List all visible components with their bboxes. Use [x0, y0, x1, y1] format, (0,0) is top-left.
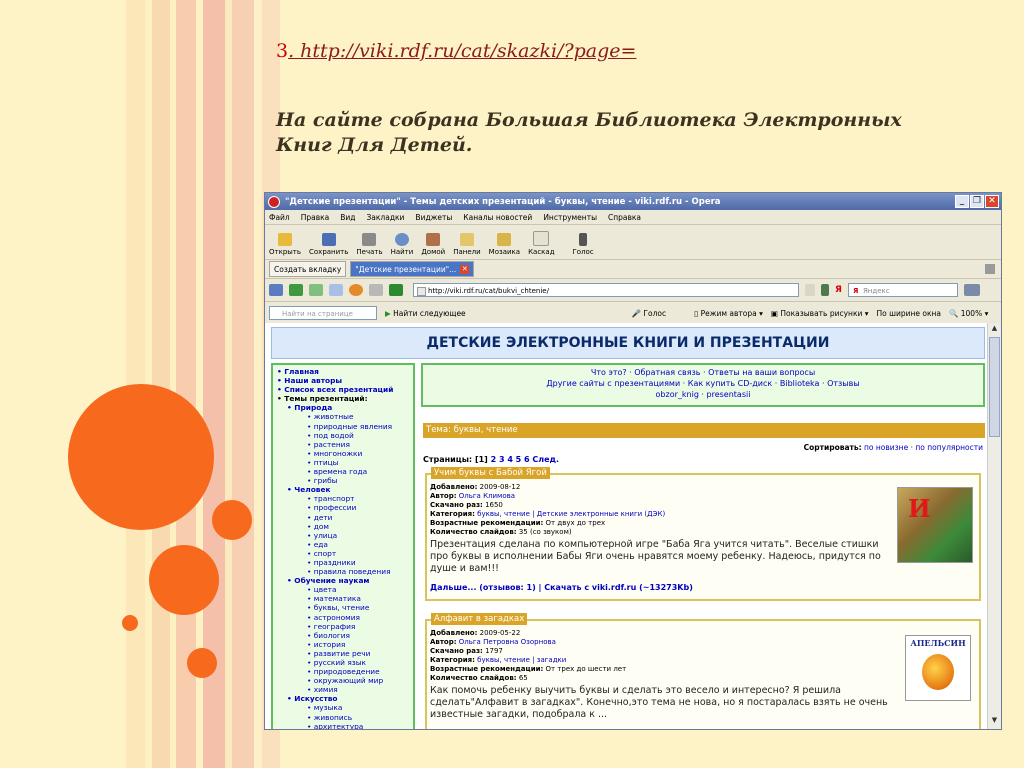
find-bar: [265, 302, 1001, 325]
voice-toggle[interactable]: 🎤 Голос: [631, 308, 667, 318]
address-input[interactable]: http://viki.rdf.ru/cat/bukvi_chtenie/: [413, 283, 799, 297]
opera-logo-icon: [268, 196, 280, 208]
new-tab-button[interactable]: Создать вкладку: [269, 261, 346, 277]
scrollbar-thumb[interactable]: [989, 337, 1000, 437]
save-button[interactable]: Сохранить: [309, 233, 348, 256]
nav-item[interactable]: • Главная: [277, 367, 319, 376]
info-links-box: [421, 363, 985, 407]
menu-bookmarks[interactable]: Закладки: [366, 212, 405, 222]
presentation-thumbnail[interactable]: [897, 487, 973, 563]
browser-window: [264, 192, 1002, 730]
nav-subitem[interactable]: • праздники: [307, 557, 356, 567]
menu-tools[interactable]: Инструменты: [543, 212, 597, 222]
sort-by-popular-link[interactable]: по популярности: [915, 443, 983, 452]
nav-subitem[interactable]: • природные явления: [307, 421, 393, 431]
author-link[interactable]: Ольга Климова: [458, 492, 516, 501]
slide-subtitle: [276, 108, 956, 158]
minimize-button[interactable]: _: [955, 195, 969, 208]
scroll-down-icon[interactable]: ▼: [991, 716, 998, 724]
nav-item[interactable]: • Список всех презентаций: [277, 385, 394, 395]
find-button[interactable]: Найти: [391, 233, 414, 256]
tile-button[interactable]: Мозаика: [489, 233, 520, 256]
arrow-right-icon: ▶: [385, 308, 391, 318]
nav-subitem[interactable]: • астрономия: [307, 612, 360, 622]
panels-button[interactable]: Панели: [453, 233, 480, 256]
card-meta: Добавлено: 2009-08-12 Автор: Ольга Климова Скачано раз: 1650 Категория: буквы, чтение | Детские электронные книги (ДЭК) Возрастные рекомендации: От двух до трех Количество слайдов: 35 (со звуком): [430, 483, 666, 537]
nav-subitem[interactable]: • живопись: [307, 712, 353, 722]
forward-icon[interactable]: [309, 284, 323, 296]
left-navigation: [271, 363, 415, 729]
card-description: Презентация сделана по компьютерной игре "Баба Яга учится читать". Веселые стишки про буквы в исполнении Бабы Яги очень нравятся моему ребенку. Надеюсь, придутся по душе и вам!!!: [430, 539, 881, 574]
window-titlebar: [265, 193, 1001, 210]
folder-icon: [278, 233, 292, 246]
decorative-circle-small: [212, 500, 252, 540]
presentation-thumbnail[interactable]: [905, 635, 971, 701]
nav-subitem[interactable]: • буквы, чтение: [307, 603, 370, 613]
zoom-select[interactable]: 🔍 100% ▾: [949, 308, 989, 318]
nav-subitem[interactable]: • многоножки: [307, 448, 363, 458]
cascade-button[interactable]: Каскад: [528, 231, 554, 256]
nav-subitem[interactable]: • правила поведения: [307, 567, 391, 577]
microphone-icon: 🎤: [631, 308, 642, 318]
nav-subitem[interactable]: • дом: [307, 521, 329, 531]
print-button[interactable]: Печать: [356, 233, 382, 256]
menu-edit[interactable]: Правка: [300, 212, 330, 222]
nav-item[interactable]: • Наши авторы: [277, 376, 343, 386]
close-tab-icon[interactable]: ✕: [461, 264, 468, 273]
menu-help[interactable]: Справка: [607, 212, 642, 222]
nav-subitem[interactable]: • история: [307, 639, 346, 649]
nav-subitem[interactable]: • цвета: [307, 585, 337, 595]
nav-subitem[interactable]: • биология: [307, 630, 350, 640]
nav-subitem[interactable]: • транспорт: [307, 494, 355, 504]
nav-subitem[interactable]: • русский язык: [307, 658, 366, 667]
microphone-icon: [579, 233, 587, 246]
vertical-scrollbar[interactable]: [987, 323, 1001, 729]
cascade-icon: [533, 231, 549, 246]
nav-subitem[interactable]: • окружающий мир: [307, 676, 384, 686]
menu-bar: [265, 210, 1001, 225]
thumbnail-text: АПЕЛЬСИН: [910, 638, 966, 648]
slide-url-link[interactable]: . http://viki.rdf.ru/cat/skazki/?page=: [288, 40, 637, 62]
nav-subitem[interactable]: • география: [307, 621, 356, 631]
sort-by-new-link[interactable]: по новизне: [864, 443, 909, 452]
nav-subitem[interactable]: • дети: [307, 512, 333, 522]
nav-subitem[interactable]: • грибы: [307, 476, 338, 486]
nav-item-current: • Темы презентаций:: [277, 394, 368, 404]
current-page: [1]: [474, 455, 488, 464]
home-page-icon[interactable]: [389, 284, 403, 296]
nav-subitem[interactable]: • химия: [307, 685, 338, 695]
thumbnail-letter: И: [908, 494, 931, 523]
voice-button[interactable]: Голос: [573, 233, 594, 256]
open-button[interactable]: Открыть: [269, 233, 301, 256]
tab-bar: [265, 260, 1001, 279]
edit-icon[interactable]: [369, 284, 383, 296]
card-title[interactable]: Учим буквы с Бабой Ягой: [431, 467, 550, 479]
nav-category[interactable]: • Человек: [287, 485, 331, 495]
rewind-icon[interactable]: [269, 284, 283, 296]
trash-icon[interactable]: [985, 264, 995, 274]
decorative-circle-medium: [149, 545, 219, 615]
page-links[interactable]: 2 3 4 5 6 След.: [490, 455, 560, 464]
main-toolbar: [265, 225, 1001, 260]
page-viewport: [265, 323, 987, 729]
nav-subitem[interactable]: • улица: [307, 530, 338, 540]
card-title[interactable]: Алфавит в загадках: [431, 613, 527, 625]
menu-feeds[interactable]: Каналы новостей: [463, 212, 533, 222]
decorative-circle-tiny: [122, 615, 138, 631]
find-input[interactable]: Найти на странице: [269, 306, 377, 320]
page-icon: ▯: [694, 308, 699, 318]
address-dropdown-icon[interactable]: [805, 284, 815, 296]
nav-subitem[interactable]: • архитектура: [307, 721, 364, 729]
nav-subitem[interactable]: • еда: [307, 539, 328, 549]
info-links-row[interactable]: obzor_knig · presentasii: [655, 390, 751, 399]
nav-subitem[interactable]: • птицы: [307, 457, 339, 467]
close-button[interactable]: ✕: [985, 195, 999, 208]
card-meta: Добавлено: 2009-05-22 Автор: Ольга Петровна Озорнова Скачано раз: 1797 Категория: буквы, чтение | загадки Возрастные рекомендации: От трех до шести лет Количество слайдов: 65: [430, 629, 627, 683]
nav-subitem[interactable]: • математика: [307, 594, 361, 604]
nav-subitem[interactable]: • спорт: [307, 548, 337, 558]
subtitle-text: На сайте собрана Большая Библиотека Электронных Книг Для Детей.: [276, 109, 902, 156]
card-footer-links[interactable]: Дальше... (отзывов: 1) | Скачать с viki.rdf.ru (~13273Kb): [430, 583, 693, 592]
sort-controls: Сортировать: по новизне · по популярности: [803, 443, 983, 452]
category-link[interactable]: буквы, чтение | загадки: [477, 656, 567, 665]
search-icon: [395, 233, 409, 246]
nav-subitem[interactable]: • времена года: [307, 467, 368, 477]
menu-view[interactable]: Вид: [340, 212, 356, 222]
print-icon: [362, 233, 376, 246]
restore-button[interactable]: ❐: [970, 195, 984, 208]
nav-subitem[interactable]: • развитие речи: [307, 648, 371, 658]
find-next-button[interactable]: ▶ Найти следующее: [385, 308, 466, 318]
pagination: Страницы: [1] 2 3 4 5 6 След.: [423, 455, 560, 464]
wand-icon[interactable]: [821, 284, 829, 296]
show-images-button[interactable]: ▣ Показывать рисунки ▾: [770, 308, 869, 318]
nav-subitem[interactable]: • животные: [307, 412, 354, 422]
decorative-circle-small: [187, 648, 217, 678]
nav-category[interactable]: • Искусство: [287, 694, 338, 704]
binoculars-icon[interactable]: [964, 284, 980, 296]
presentation-card: [425, 614, 981, 729]
reload-icon[interactable]: [349, 284, 363, 296]
decorative-circle-large: [68, 384, 214, 530]
slide-title: [276, 40, 636, 62]
info-links-row[interactable]: Другие сайты с презентациями · Как купить CD-диск · Biblioteka · Отзывы: [546, 379, 860, 388]
category-link[interactable]: буквы, чтение | Детские электронные книги (ДЭК): [477, 510, 666, 519]
address-bar: [265, 279, 1001, 302]
topic-header: Тема: буквы, чтение: [423, 423, 985, 438]
home-icon: [426, 233, 440, 246]
card-description: Как помочь ребенку выучить буквы и сделать это весело и интересно? Я решила сделать"Алфавит в загадках". Конечно,это тема не нова, но я постаралась взять не очень известные загадки, подобрала к ...: [430, 685, 888, 720]
nav-subitem[interactable]: • музыка: [307, 703, 343, 713]
menu-file[interactable]: Файл: [269, 212, 290, 222]
author-link[interactable]: Ольга Петровна Озорнова: [458, 638, 556, 647]
slide-number: 3: [276, 40, 289, 62]
nav-subitem[interactable]: • профессии: [307, 503, 357, 513]
yandex-logo-icon: Я: [835, 285, 842, 295]
image-icon: ▣: [770, 308, 778, 318]
window-title: "Детские презентации" - Темы детских презентаций - буквы, чтение - viki.rdf.ru - Opera: [285, 196, 721, 207]
info-links-row[interactable]: Что это? · Обратная связь · Ответы на ваши вопросы: [590, 368, 816, 377]
panels-icon: [460, 233, 474, 246]
fast-forward-icon[interactable]: [329, 284, 343, 296]
tab-active[interactable]: "Детские презентации"... ✕: [350, 261, 474, 277]
nav-subitem[interactable]: • под водой: [307, 430, 354, 440]
nav-subitem[interactable]: • растения: [307, 439, 350, 449]
back-icon[interactable]: [289, 284, 303, 296]
home-button[interactable]: Домой: [421, 233, 445, 256]
search-input[interactable]: Я Яндекс: [848, 283, 958, 297]
zoom-icon: 🔍: [949, 308, 959, 318]
site-banner: ДЕТСКИЕ ЭЛЕКТРОННЫЕ КНИГИ И ПРЕЗЕНТАЦИИ: [271, 327, 985, 359]
save-icon: [322, 233, 336, 246]
nav-subitem[interactable]: • природоведение: [307, 667, 380, 677]
menu-widgets[interactable]: Виджеты: [415, 212, 453, 222]
presentation-card: [425, 468, 981, 601]
fit-width-button[interactable]: По ширине окна: [876, 308, 942, 318]
author-mode-button[interactable]: ▯ Режим автора ▾: [694, 308, 763, 318]
scroll-up-icon[interactable]: ▲: [991, 324, 998, 332]
nav-category[interactable]: • Природа: [287, 403, 333, 413]
tile-icon: [497, 233, 511, 246]
nav-category[interactable]: • Обучение наукам: [287, 576, 370, 586]
orange-icon: [922, 654, 954, 690]
